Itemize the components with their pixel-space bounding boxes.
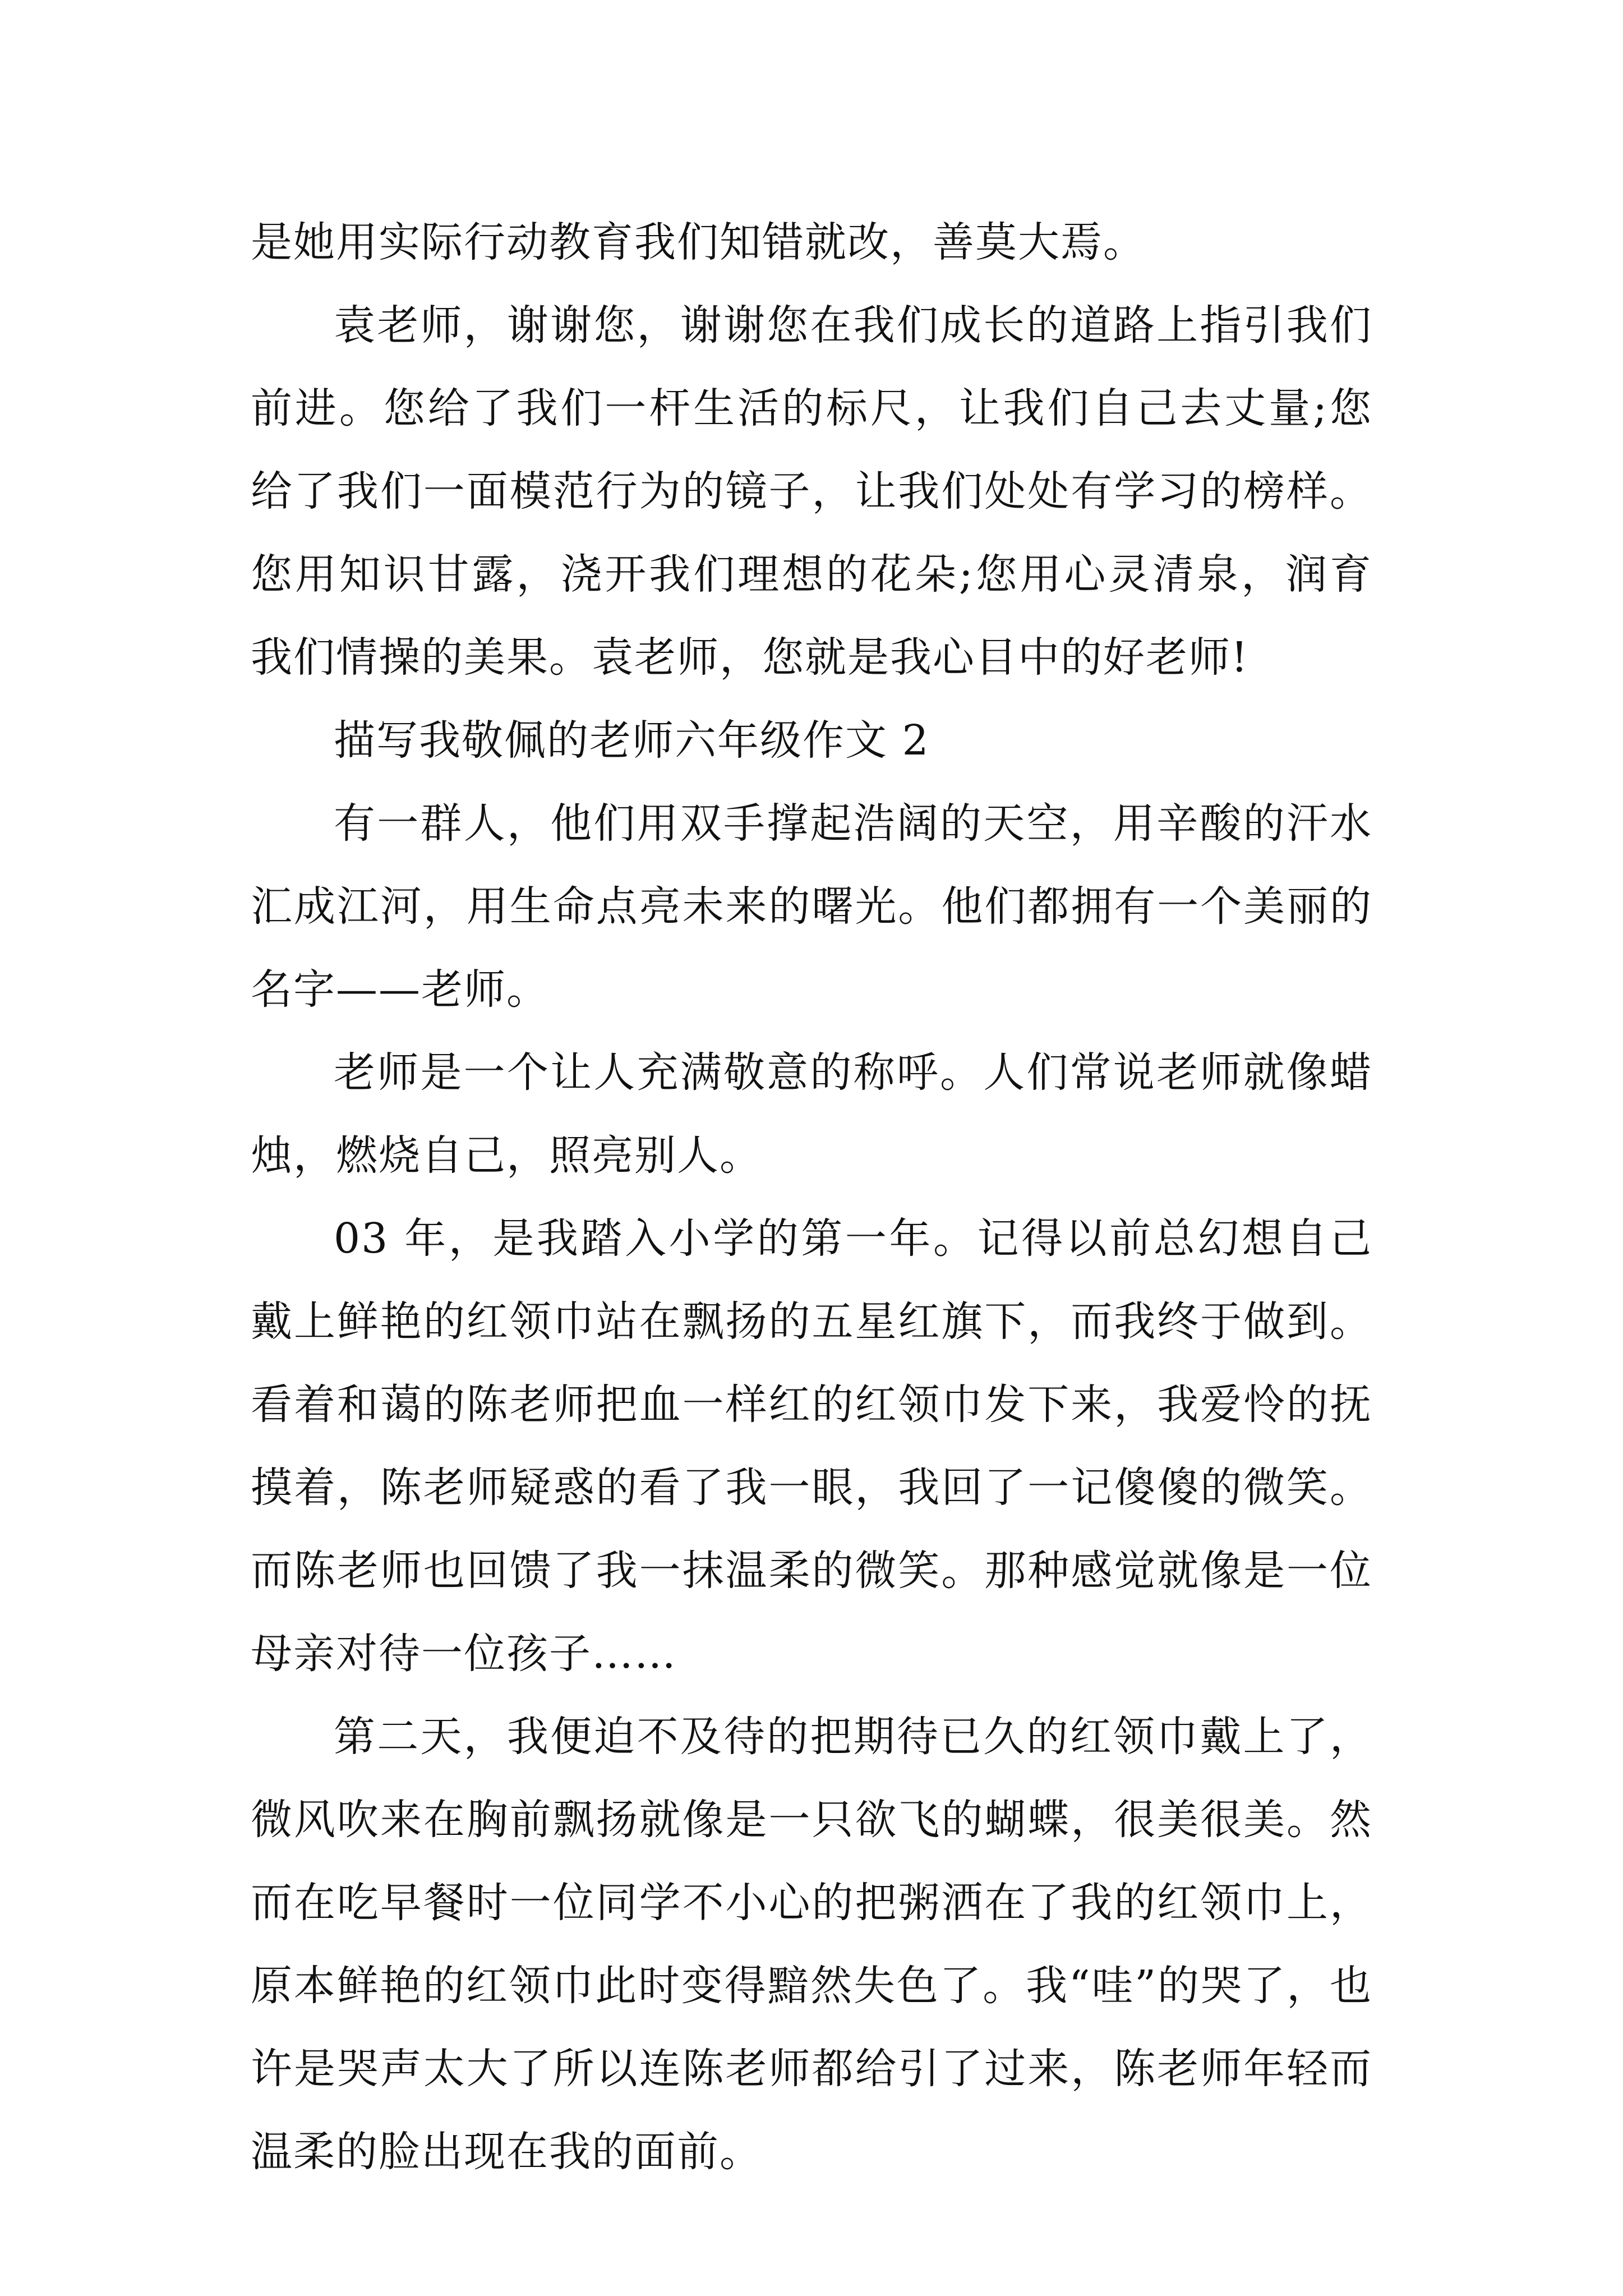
paragraph-3: 有一群人，他们用双手撑起浩阔的天空，用辛酸的汗水汇成江河，用生命点亮未来的曙光。他们都拥有一个美丽的名字——老师。 [251,799,1372,1014]
paragraph-6: 第二天，我便迫不及待的把期待已久的红领巾戴上了，微风吹来在胸前飘扬就像是一只欲飞的蝴蝶，很美很美。然而在吃早餐时一位同学不小心的把粥洒在了我的红领巾上，原本鲜艳的红领巾此时变得黯然失色了。我“哇”的哭了，也许是哭声太大了所以连陈老师都给引了过来，陈老师年轻而温柔的脸出现在我的面前。 [251,1713,1372,2176]
document-body [251,201,1372,2193]
paragraph-2: 袁老师，谢谢您，谢谢您在我们成长的道路上指引我们前进。您给了我们一杆生活的标尺，让我们自己去丈量;您给了我们一面模范行为的镜子，让我们处处有学习的榜样。您用知识甘露，浇开我们理想的花朵;您用心灵清泉，润育我们情操的美果。袁老师，您就是我心目中的好老师! [251,301,1372,682]
paragraph-1: 是她用实际行动教育我们知错就改，善莫大焉。 [251,218,1146,266]
paragraph-4: 老师是一个让人充满敬意的称呼。人们常说老师就像蜡烛，燃烧自己，照亮别人。 [251,1048,1372,1180]
paragraph-5: 03 年，是我踏入小学的第一年。记得以前总幻想自己戴上鲜艳的红领巾站在飘扬的五星红旗下，而我终于做到。看着和蔼的陈老师把血一样红的红领巾发下来，我爱怜的抚摸着，陈老师疑惑的看了我一眼，我回了一记傻傻的微笑。而陈老师也回馈了我一抹温柔的微笑。那种感觉就像是一位母亲对待一位孩子…… [251,1214,1372,1678]
section-heading: 描写我敬佩的老师六年级作文 2 [334,716,930,765]
